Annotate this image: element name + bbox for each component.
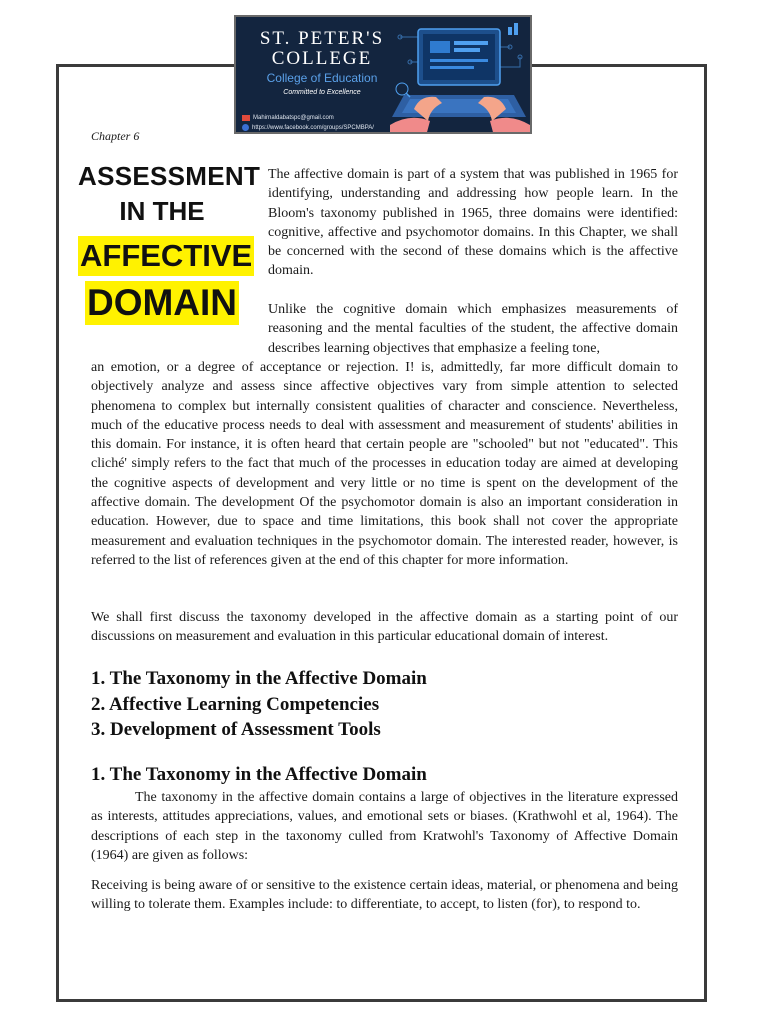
facebook-line — [242, 124, 374, 131]
topics-list — [91, 666, 427, 743]
chapter-label: Chapter 6 — [91, 129, 140, 143]
facebook-icon — [242, 124, 249, 131]
intro-paragraph: The affective domain is part of a system that was published in 1965 for identifying, understanding and addressing how people learn. In the Bloom's taxonomy published in 1965, three domains were identified: cognitive, affective and psychomotor domains. In this Chapter, we shall be concerned with the second of these domains which is the affective domain. — [268, 167, 678, 279]
title-line-4-highlighted: DOMAIN — [86, 282, 238, 323]
unlike-paragraph-start: Unlike the cognitive domain which emphasizes measurements of reasoning and the mental faculties of the student, the affective domain describes learning objectives that emphasize a feeling tone, — [268, 302, 678, 356]
topic-item: 1. The Taxonomy in the Affective Domain — [91, 668, 427, 689]
title-line-3-highlighted: AFFECTIVE — [78, 236, 254, 276]
college-name-line1: ST. PETER'S — [259, 28, 385, 49]
title-line-1: ASSESSMENT — [78, 161, 261, 191]
receiving-paragraph: Receiving is being aware of or sensitive to the existence certain ideas, material, or phenomena and being willing to tolerate them. Examples include: to differentiate, to accept, to listen (for), to respond to. — [91, 878, 678, 913]
unlike-paragraph-continued: an emotion, or a degree of acceptance or rejection. I! is, admittedly, far more difficult domain to objectively analyze and assess since affective objectives vary from simple attention to selected phenomena to complex but internally consistent qualities of character and conscience. Nevertheless, much of the educative process needs to deal with assessment and measurement of students' abilities in this domain. For instance, it is often heard that certain people are "schooled" but not "educated". This cliché' simply refers to the fact that much of the processes in education today are aimed at developing the cognitive aspects of development and very little or no time is spent on the development of the affective domain. The development Of the psychomotor domain is also an important consideration in education. However, due to space and time limitations, this book shall not cover the appropriate measurement and evaluation techniques in the psychomotor domain. The interested reader, however, is referred to the list of references given at the end of this chapter for more information. — [91, 360, 678, 568]
laptop-typing-illustration — [390, 17, 530, 134]
college-name — [242, 29, 402, 69]
taxonomy-intro-paragraph: The taxonomy in the affective domain contains a large of objectives in the literature expressed as interests, attitudes appreciations, values, and emotional sets or biases. (Krathwohl et al, 1964). The descriptions of each step in the taxonomy culled from Kratwohl's Taxonomy of Affective Domain (1964) are given as follows: — [91, 790, 678, 863]
college-banner — [234, 15, 532, 134]
email-text: Mahirnaldabatspc@gmail.com — [253, 115, 334, 121]
college-subtitle: College of Education — [266, 71, 378, 85]
topic-item: 3. Development of Assessment Tools — [91, 719, 381, 740]
college-motto: Committed to Excellence — [283, 89, 361, 96]
chapter-title — [78, 160, 261, 325]
section-heading: 1. The Taxonomy in the Affective Domain — [91, 764, 427, 785]
title-line-2: IN THE — [119, 196, 205, 226]
mail-icon — [242, 115, 250, 121]
college-name-line2: COLLEGE — [271, 48, 373, 69]
first-discuss-paragraph: We shall first discuss the taxonomy developed in the affective domain as a starting point of our discussions on measurement and evaluation in this particular educational domain of interest. — [91, 610, 678, 645]
facebook-url: https://www.facebook.com/groups/SPCMBPA/ — [252, 124, 374, 131]
email-line — [242, 115, 334, 121]
topic-item: 2. Affective Learning Competencies — [91, 693, 380, 715]
